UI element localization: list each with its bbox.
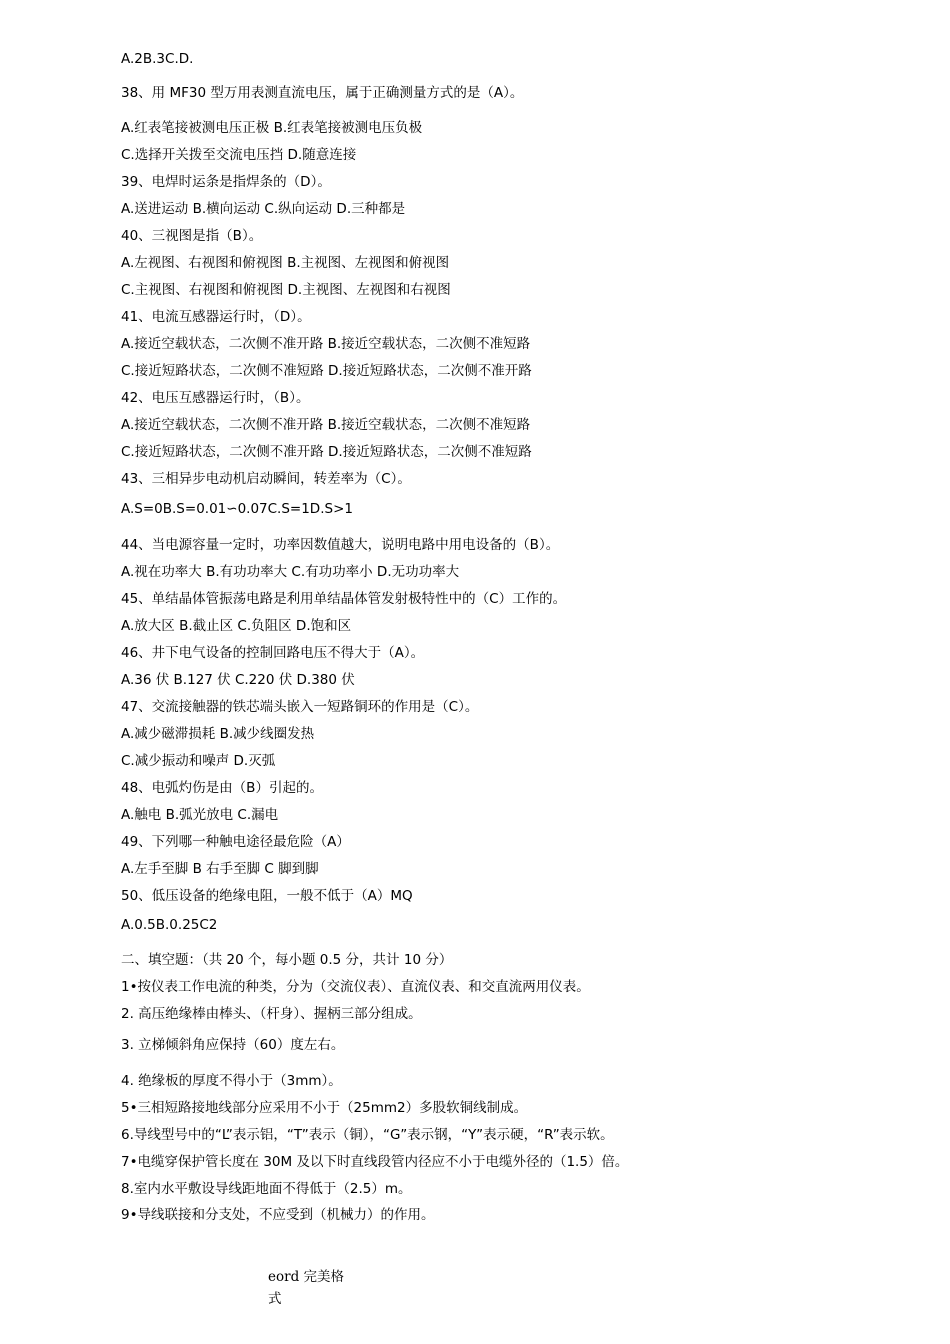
- question-50: 50、低压设备的绝缘电阻，一般不低于（A）MQ: [121, 888, 413, 904]
- options-line: C.主视图、右视图和俯视图 D.主视图、左视图和右视图: [121, 282, 451, 298]
- fill-item: 6.导线型号中的“L”表示铝，“T”表示（铜），“G”表示钢，“Y”表示硬，“R”表示软。: [121, 1127, 614, 1143]
- options-line: C.选择开关拨至交流电压挡 D.随意连接: [121, 147, 357, 163]
- question-42: 42、电压互感器运行时，（B）。: [121, 390, 310, 406]
- options-line: C.接近短路状态，二次侧不准短路 D.接近短路状态，二次侧不准开路: [121, 363, 532, 379]
- question-38: 38、用 MF30 型万用表测直流电压，属于正确测量方式的是（A）。: [121, 85, 524, 101]
- question-46: 46、井下电气设备的控制回路电压不得大于（A）。: [121, 645, 425, 661]
- fill-item: 3. 立梯倾斜角应保持（60）度左右。: [121, 1037, 345, 1053]
- text-line: A.2B.3C.D.: [121, 51, 194, 67]
- options-line: A.左手至脚 B 右手至脚 C 脚到脚: [121, 861, 319, 877]
- fill-item: 4. 绝缘板的厚度不得小于（3mm）。: [121, 1073, 342, 1089]
- question-48: 48、电弧灼伤是由（B）引起的。: [121, 780, 323, 796]
- options-line: A.送进运动 B.横向运动 C.纵向运动 D.三种都是: [121, 201, 406, 217]
- options-line: A.触电 B.弧光放电 C.漏电: [121, 807, 279, 823]
- footer-line: 式: [268, 1291, 282, 1307]
- fill-item: 2. 高压绝缘棒由棒头、（杆身）、握柄三部分组成。: [121, 1006, 422, 1022]
- question-41: 41、电流互感器运行时，（D）。: [121, 309, 311, 325]
- question-40: 40、三视图是指（B）。: [121, 228, 263, 244]
- options-line: A.接近空载状态，二次侧不准开路 B.接近空载状态，二次侧不准短路: [121, 336, 531, 352]
- question-45: 45、单结晶体管振荡电路是利用单结晶体管发射极特性中的（C）工作的。: [121, 591, 567, 607]
- options-line: C.减少振动和噪声 D.灭弧: [121, 753, 276, 769]
- options-line: A.左视图、右视图和俯视图 B.主视图、左视图和俯视图: [121, 255, 450, 271]
- question-44: 44、当电源容量一定时，功率因数值越大，说明电路中用电设备的（B）。: [121, 537, 560, 553]
- options-line: A.接近空载状态，二次侧不准开路 B.接近空载状态，二次侧不准短路: [121, 417, 531, 433]
- options-line: A.红表笔接被测电压正极 B.红表笔接被测电压负极: [121, 120, 423, 136]
- options-line: C.接近短路状态，二次侧不准开路 D.接近短路状态，二次侧不准短路: [121, 444, 532, 460]
- question-47: 47、交流接触器的铁芯端头嵌入一短路铜环的作用是（C）。: [121, 699, 479, 715]
- options-line: A.减少磁滞损耗 B.减少线圈发热: [121, 726, 315, 742]
- options-line: A.视在功率大 B.有功功率大 C.有功功率小 D.无功功率大: [121, 564, 460, 580]
- footer-line: eord 完美格: [268, 1269, 345, 1285]
- fill-item: 1•按仪表工作电流的种类，分为（交流仪表）、直流仪表、和交直流两用仪表。: [121, 979, 590, 995]
- page-footer: [268, 1266, 344, 1310]
- question-43: 43、三相异步电动机启动瞬间，转差率为（C）。: [121, 471, 411, 487]
- fill-item: 8.室内水平敷设导线距地面不得低于（2.5）m。: [121, 1181, 412, 1197]
- options-line: A.S=0B.S=0.01∽0.07C.S=1D.S>1: [121, 501, 353, 517]
- section-heading: 二、填空题：（共 20 个，每小题 0.5 分，共计 10 分）: [121, 952, 453, 968]
- fill-item: 7•电缆穿保护管长度在 30M 及以下时直线段管内径应不小于电缆外径的（1.5）倍。: [121, 1154, 629, 1170]
- question-39: 39、电焊时运条是指焊条的（D）。: [121, 174, 331, 190]
- question-49: 49、下列哪一种触电途径最危险（A）: [121, 834, 350, 850]
- fill-item: 5•三相短路接地线部分应采用不小于（25mm2）多股软铜线制成。: [121, 1100, 528, 1116]
- options-line: A.放大区 B.截止区 C.负阻区 D.饱和区: [121, 618, 352, 634]
- fill-item: 9•导线联接和分支处，不应受到（机械力）的作用。: [121, 1207, 435, 1223]
- options-line: A.36 伏 B.127 伏 C.220 伏 D.380 伏: [121, 672, 355, 688]
- options-line: A.0.5B.0.25C2: [121, 917, 218, 933]
